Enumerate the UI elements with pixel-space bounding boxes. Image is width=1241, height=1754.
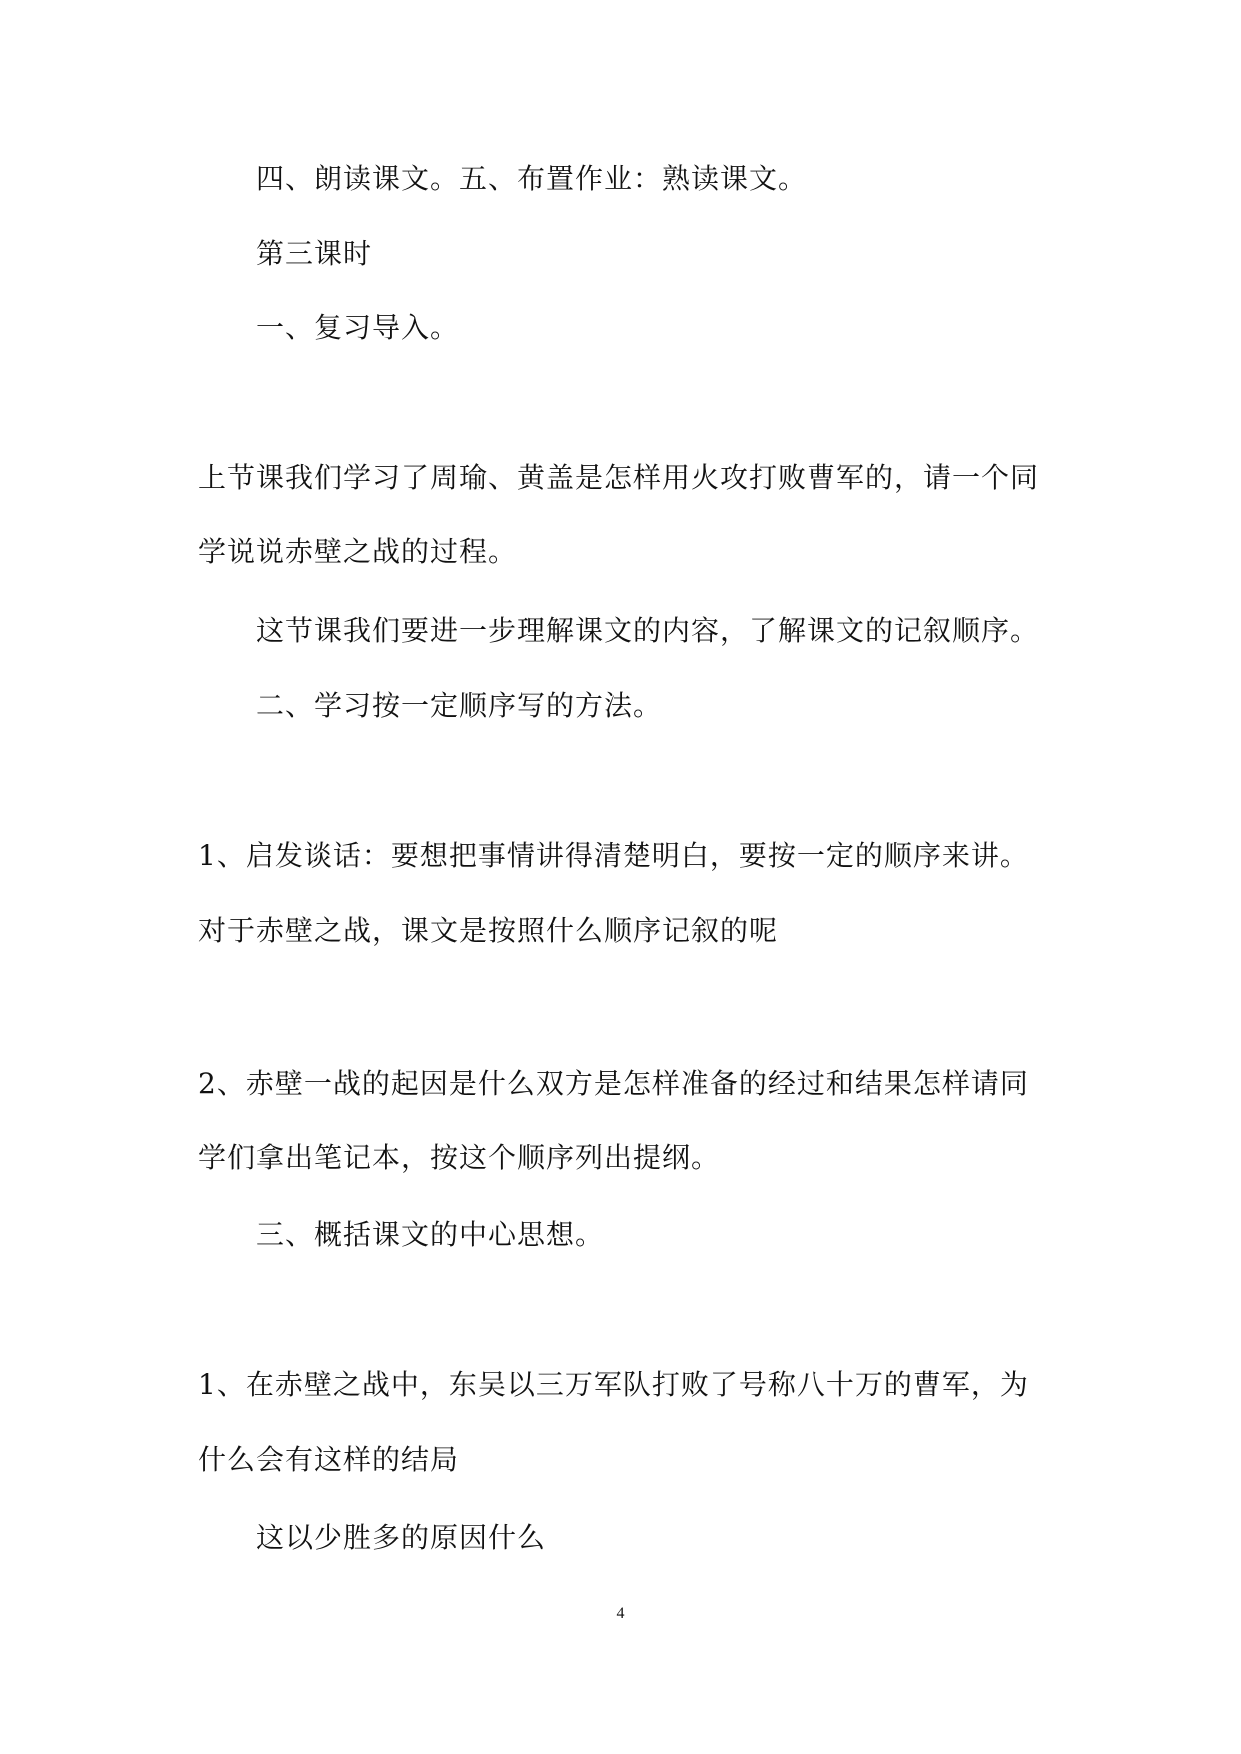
section-heading: 二、学习按一定顺序写的方法。 xyxy=(256,689,663,722)
paragraph-line: 学说说赤壁之战的过程。 xyxy=(198,535,518,568)
paragraph-line: 2、赤壁一战的起因是什么双方是怎样准备的经过和结果怎样请同 xyxy=(198,1067,1029,1100)
paragraph-line: 上节课我们学习了周瑜、黄盖是怎样用火攻打败曹军的，请一个同 xyxy=(198,461,1040,494)
lesson-heading: 第三课时 xyxy=(256,237,373,270)
paragraph-line: 1、启发谈话：要想把事情讲得清楚明白，要按一定的顺序来讲。 xyxy=(198,839,1029,872)
paragraph-line: 学们拿出笔记本，按这个顺序列出提纲。 xyxy=(198,1141,721,1174)
paragraph-line: 这以少胜多的原因什么 xyxy=(256,1521,547,1554)
paragraph-line: 什么会有这样的结局 xyxy=(198,1443,460,1476)
paragraph-line: 这节课我们要进一步理解课文的内容，了解课文的记叙顺序。 xyxy=(256,614,1040,647)
section-heading: 一、复习导入。 xyxy=(256,311,460,344)
section-heading: 三、概括课文的中心思想。 xyxy=(256,1218,605,1251)
paragraph-line: 四、朗读课文。五、布置作业：熟读课文。 xyxy=(256,162,808,195)
paragraph-line: 对于赤壁之战，课文是按照什么顺序记叙的呢 xyxy=(198,914,779,947)
paragraph-line: 1、在赤壁之战中，东吴以三万军队打败了号称八十万的曹军，为 xyxy=(198,1368,1029,1401)
page-number: 4 xyxy=(616,1605,625,1622)
